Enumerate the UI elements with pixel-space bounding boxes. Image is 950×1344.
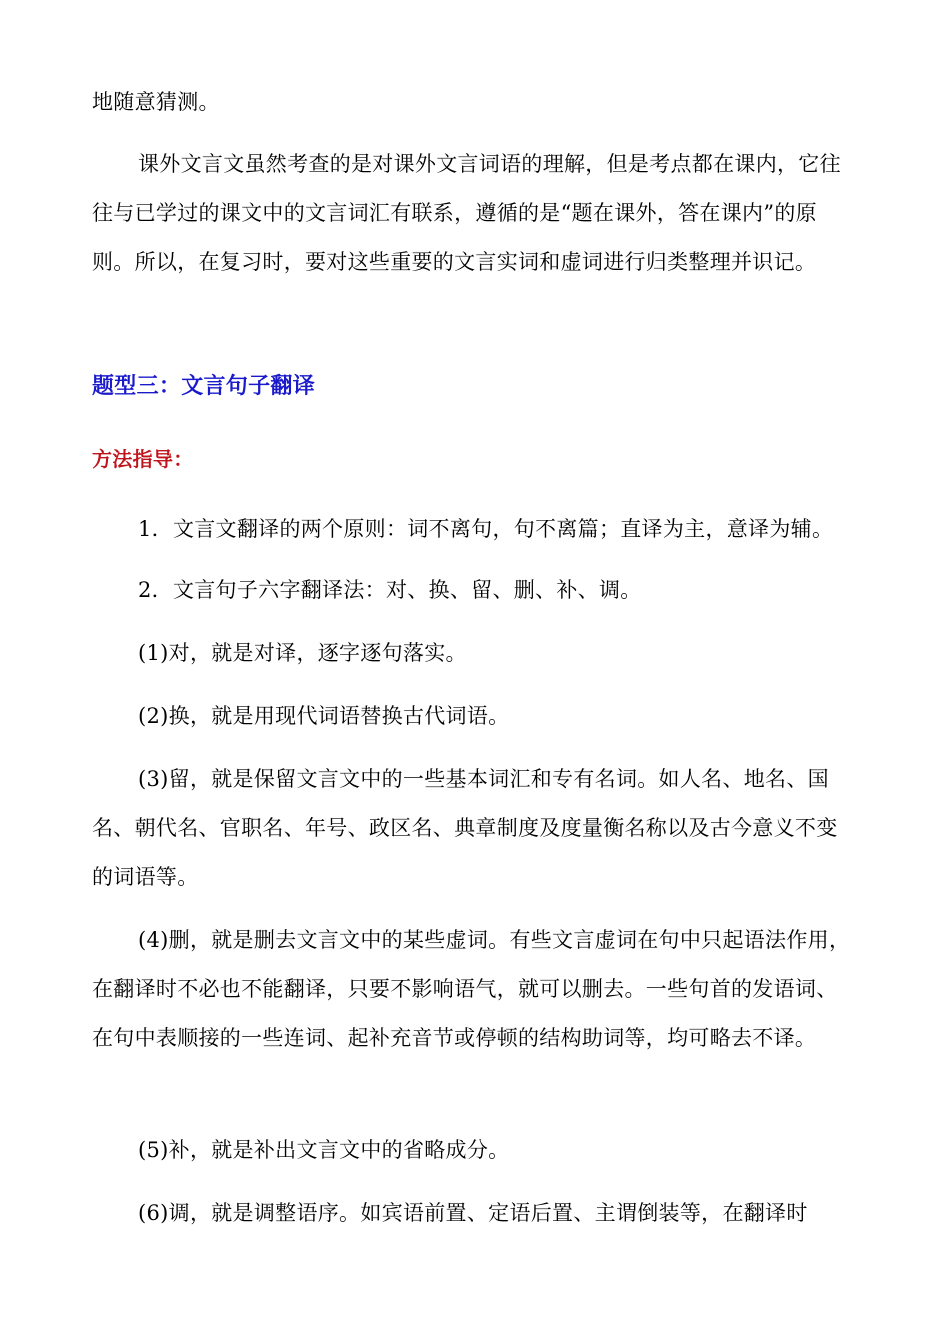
sub-item-4: (4)删，就是删去文言文中的某些虚词。有些文言虚词在句中只起语法作用，在翻译时不必也不能翻译，只要不影响语气，就可以删去。一些句首的发语词、在句中表顺接的一些连词、起补充音节或停顿的结构助词等，均可略去不译。 [92,928,851,1050]
section-heading: 题型三：文言句子翻译 [92,374,316,399]
list-item-2: 2．文言句子六字翻译法：对、换、留、删、补、调。 [138,578,642,602]
method-heading: 方法指导： [92,447,194,471]
paragraph-continuation: 地随意猜测。 [92,90,220,114]
sub-item-1: (1)对，就是对译，逐字逐句落实。 [138,641,467,665]
sub-item-3: (3)留，就是保留文言文中的一些基本词汇和专有名词。如人名、地名、国名、朝代名、官职名、年号、政区名、典章制度及度量衡名称以及古今意义不变的词语等。 [92,767,838,889]
sub-item-5: (5)补，就是补出文言文中的省略成分。 [138,1138,510,1162]
sub-item-6: (6)调，就是调整语序。如宾语前置、定语后置、主谓倒装等，在翻译时 [138,1201,808,1225]
list-item-1: 1．文言文翻译的两个原则：词不离句，句不离篇；直译为主，意译为辅。 [138,517,834,541]
paragraph-extracurricular: 课外文言文虽然考查的是对课外文言词语的理解，但是考点都在课内，它往往与已学过的课文中的文言词汇有联系，遵循的是“题在课外，答在课内”的原则。所以，在复习时，要对这些重要的文言实词和虚词进行归类整理并识记。 [92,152,841,274]
sub-item-2: (2)换，就是用现代词语替换古代词语。 [138,704,510,728]
